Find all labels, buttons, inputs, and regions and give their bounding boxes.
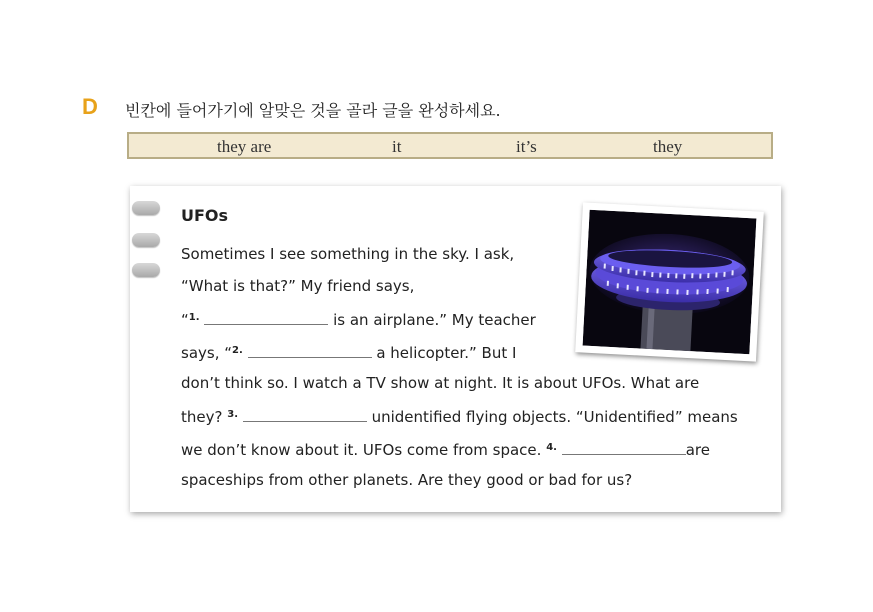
blank-number: 4.: [546, 442, 557, 453]
passage-line: [181, 405, 738, 427]
word-bank-item: it’s: [516, 137, 537, 156]
text: they?: [181, 408, 223, 426]
blank-number: 3.: [227, 409, 239, 420]
text: “: [181, 311, 189, 329]
word-bank-item: it: [392, 137, 402, 156]
word-bank: [127, 132, 773, 159]
binder-ring: [132, 233, 160, 247]
text: are: [685, 441, 710, 459]
passage-line: [181, 341, 516, 363]
answer-blank-3[interactable]: [243, 405, 367, 422]
binder-ring: [132, 263, 160, 277]
passage-line: don’t think so. I watch a TV show at night. It is about UFOs. What are: [181, 374, 700, 392]
passage-line: Sometimes I see something in the sky. I ask,: [181, 245, 515, 263]
passage-title: UFOs: [181, 206, 229, 225]
answer-blank-1[interactable]: [204, 308, 328, 325]
text: a helicopter.” But I: [376, 344, 517, 362]
ufo-photo: [575, 202, 764, 361]
text: unidentified flying objects. “Unidentified” means: [371, 408, 738, 426]
passage-line: [181, 308, 536, 330]
blank-number: 2.: [232, 345, 243, 356]
text: says, “: [181, 344, 233, 362]
text: is an airplane.” My teacher: [333, 311, 536, 329]
blank-number: 1.: [188, 312, 200, 323]
section-letter: D: [82, 94, 98, 119]
instruction-text: 빈칸에 들어가기에 알맞은 것을 골라 글을 완성하세요.: [125, 101, 501, 120]
ufo-tower-image: [583, 210, 757, 355]
passage-line: “What is that?” My friend says,: [181, 277, 415, 295]
answer-blank-4[interactable]: [562, 438, 686, 455]
text: we don’t know about it. UFOs come from space.: [181, 441, 542, 459]
word-bank-item: they: [653, 137, 683, 156]
passage-line: [181, 438, 710, 460]
word-bank-item: they are: [217, 137, 272, 156]
passage-line: spaceships from other planets. Are they good or bad for us?: [181, 471, 633, 489]
answer-blank-2[interactable]: [248, 341, 372, 358]
binder-ring: [132, 201, 160, 215]
